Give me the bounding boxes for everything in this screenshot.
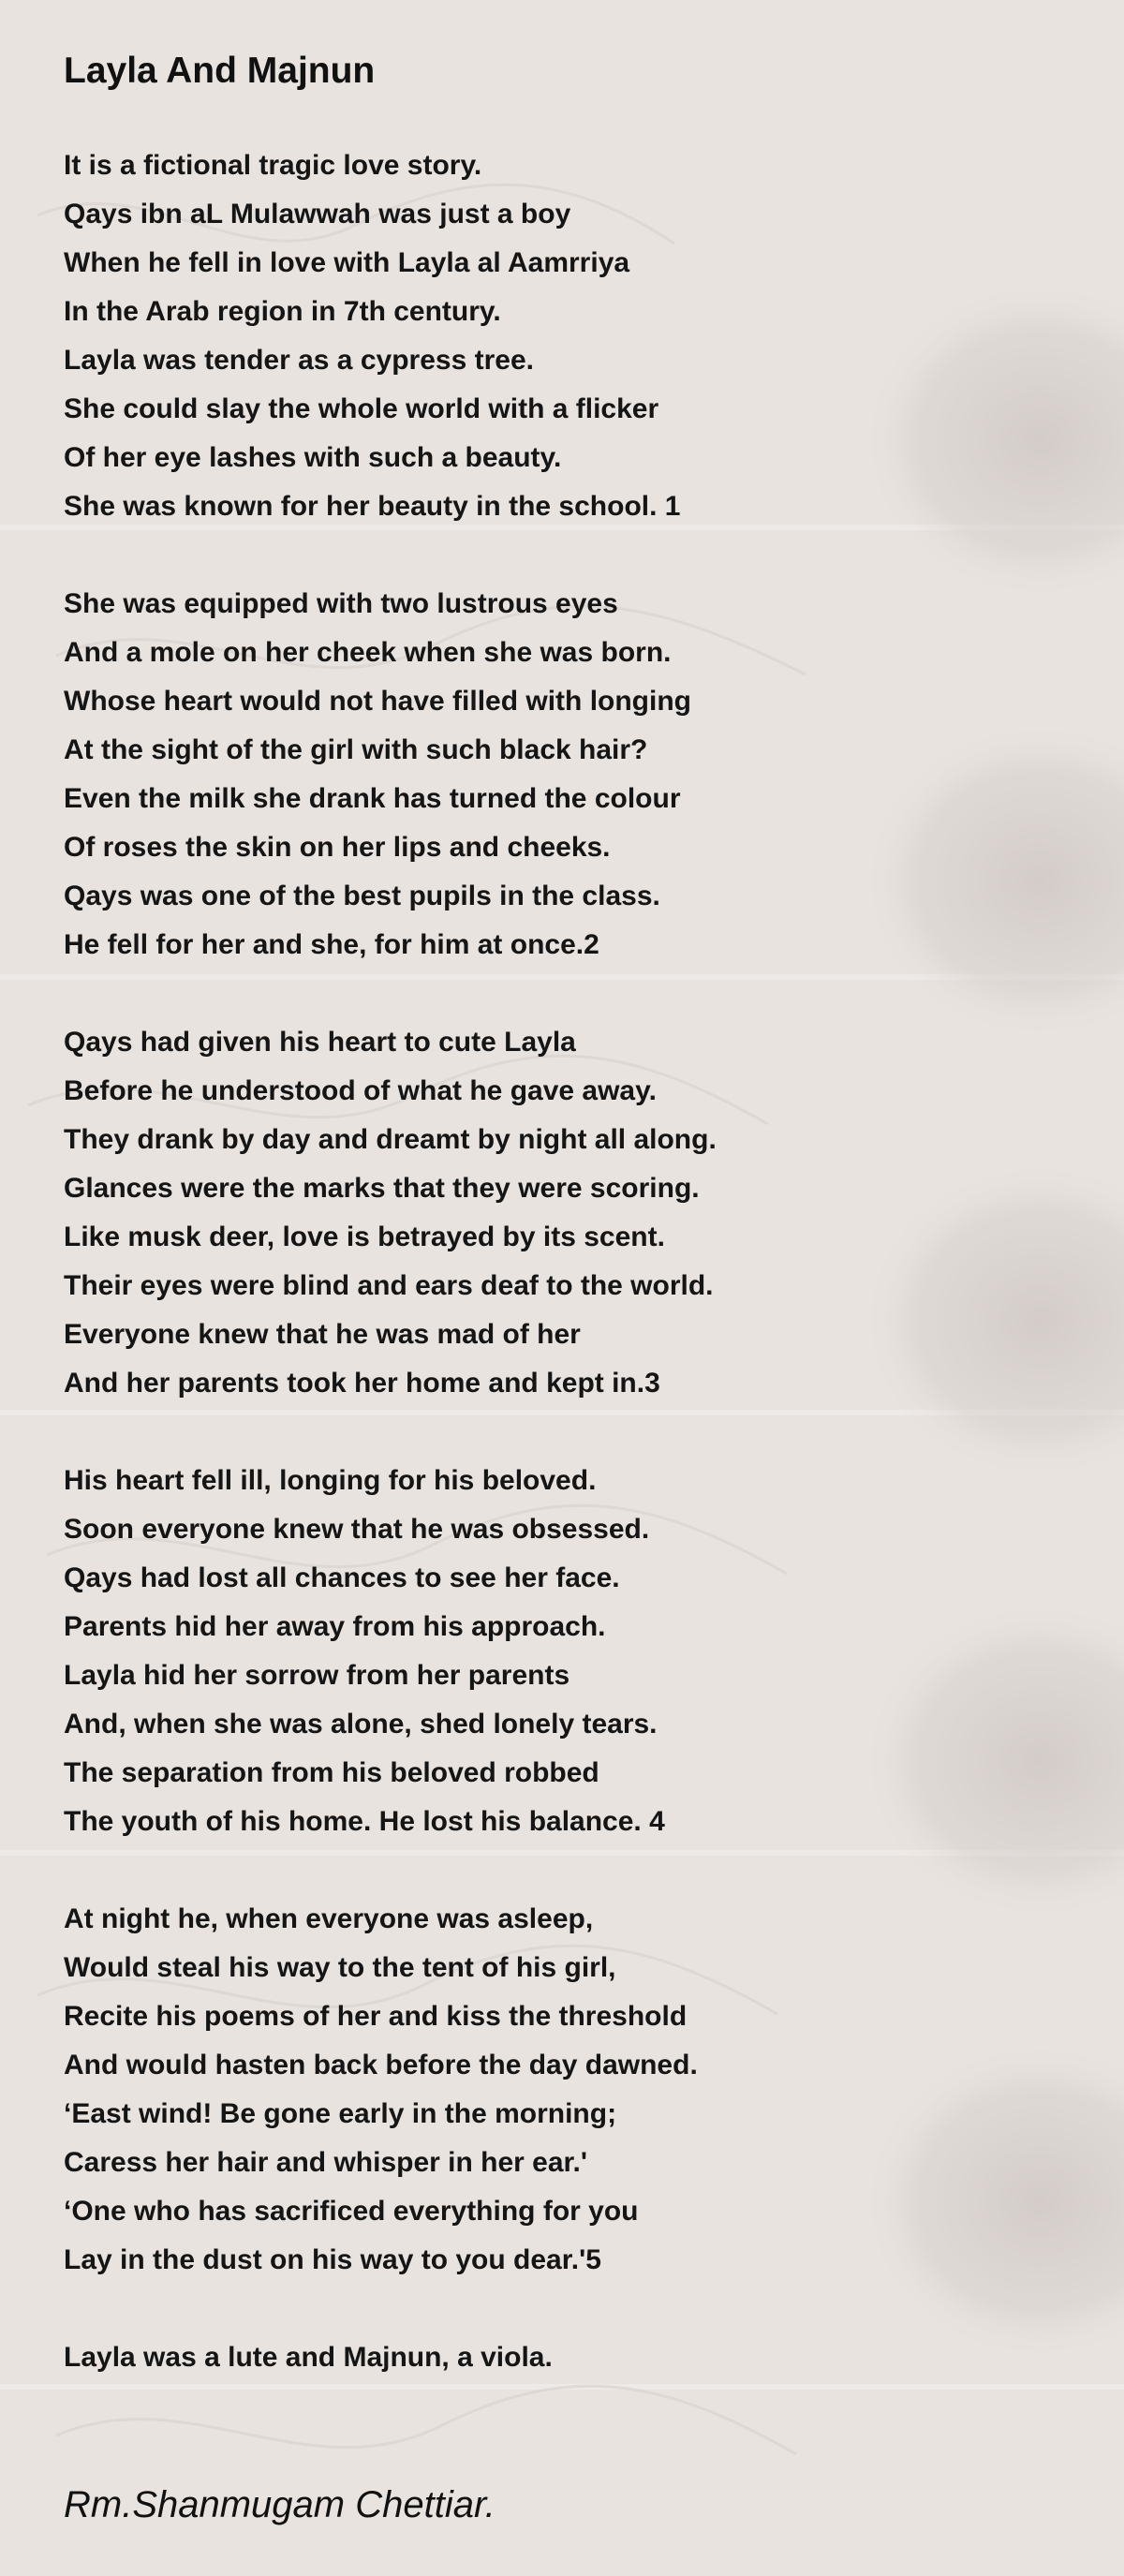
poem-line: Of her eye lashes with such a beauty. (64, 442, 562, 473)
poem-line: Qays had lost all chances to see her face. (64, 1562, 620, 1593)
poem-line: Before he understood of what he gave away. (64, 1075, 657, 1106)
poem-line: Their eyes were blind and ears deaf to the world. (64, 1270, 714, 1301)
poem-line: Whose heart would not have filled with longing (64, 686, 691, 717)
poem-line: Soon everyone knew that he was obsessed. (64, 1514, 650, 1545)
stanza-6 (64, 2333, 1075, 2382)
poem-line: Qays was one of the best pupils in the class. (64, 881, 660, 911)
stanza-2 (64, 580, 1075, 970)
poem-line: At night he, when everyone was asleep, (64, 1903, 594, 1934)
poem-line: Even the milk she drank has turned the colour (64, 783, 681, 814)
poem-line: Glances were the marks that they were scoring. (64, 1173, 700, 1204)
poem-line: And her parents took her home and kept in.3 (64, 1368, 660, 1399)
poem-line: When he fell in love with Layla al Aamrriya (64, 247, 630, 278)
poem-line: Recite his poems of her and kiss the threshold (64, 2001, 688, 2032)
poem-line: The youth of his home. He lost his balance. 4 (64, 1806, 665, 1837)
stanza-5 (64, 1895, 1075, 2285)
stanza-1 (64, 141, 1075, 531)
poem-line: She could slay the whole world with a flicker (64, 393, 659, 424)
poem-line: And, when she was alone, shed lonely tears. (64, 1709, 658, 1740)
stanza-4 (64, 1457, 1075, 1846)
poem-line: He fell for her and she, for him at once.2 (64, 929, 599, 960)
poem-line: She was equipped with two lustrous eyes (64, 588, 618, 619)
poem-title: Layla And Majnun (64, 51, 376, 91)
poem-line: And a mole on her cheek when she was born. (64, 637, 672, 668)
poem-line: Of roses the skin on her lips and cheeks. (64, 832, 611, 863)
poem-line: Everyone knew that he was mad of her (64, 1319, 581, 1350)
poem-line: They drank by day and dreamt by night all along. (64, 1124, 717, 1155)
poem-line: Layla was a lute and Majnun, a viola. (64, 2342, 553, 2373)
poem-line: At the sight of the girl with such black hair? (64, 734, 648, 765)
poem-line: Layla hid her sorrow from her parents (64, 1660, 570, 1691)
poem-line: She was known for her beauty in the school. 1 (64, 491, 681, 522)
stanza-3 (64, 1018, 1075, 1408)
poem-line: Lay in the dust on his way to you dear.'5 (64, 2244, 601, 2275)
poem-line: Parents hid her away from his approach. (64, 1611, 606, 1642)
poem-line: It is a fictional tragic love story. (64, 150, 482, 181)
poem-body (64, 141, 1075, 2431)
poem-line: Like musk deer, love is betrayed by its scent. (64, 1221, 665, 1252)
poem-line: His heart fell ill, longing for his beloved. (64, 1465, 597, 1496)
poem-line: ‘East wind! Be gone early in the morning; (64, 2098, 617, 2129)
poem-line: Qays had given his heart to cute Layla (64, 1027, 576, 1058)
poem-author: Rm.Shanmugam Chettiar. (64, 2484, 495, 2525)
poem-line: Would steal his way to the tent of his girl, (64, 1952, 616, 1983)
poem-line: And would hasten back before the day dawned. (64, 2050, 698, 2080)
poem-line: Caress her hair and whisper in her ear.' (64, 2147, 588, 2178)
poem-line: ‘One who has sacrificed everything for you (64, 2196, 639, 2227)
poem-line: In the Arab region in 7th century. (64, 296, 501, 327)
poem-line: Layla was tender as a cypress tree. (64, 345, 534, 376)
poem-line: The separation from his beloved robbed (64, 1757, 599, 1788)
poem-line: Qays ibn aL Mulawwah was just a boy (64, 199, 571, 229)
